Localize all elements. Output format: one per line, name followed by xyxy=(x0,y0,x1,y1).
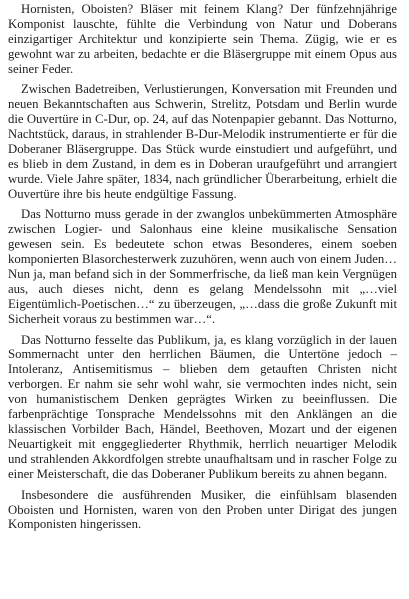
paragraph-4: Das Notturno fesselte das Publikum, ja, es klang vorzüglich in der lauen Sommernacht unter den herrlichen Bäumen, die Untertöne jedoch – Intoleranz, Antisemitismus – blieben dem getauften Christen nicht verborgen. Er nahm sie sehr wohl wahr, sie vermochten indes nicht, sein von humanistischem Denken geprägtes Wirken zu beeinflussen. Die farbenprächtige Tonsprache Mendelssohns mit den Anklängen an die klassischen Vorbilder Bach, Händel, Beethoven, Mozart und der eigenen Neuartigkeit mit enggegliederter Rhythmik, herrlich neuartiger Melodik und strahlenden Akkordfolgen strebte unaufhaltsam und in rascher Folge zu einer Meisterschaft, die das Doberaner Publikum bereits zu ahnen begann. xyxy=(8,332,397,482)
document-page xyxy=(8,2,397,538)
paragraph-1: Hornisten, Oboisten? Bläser mit feinem Klang? Der fünfzehnjährige Komponist lauschte, fühlte die Verbindung von Natur und Doberans einzigartiger Architektur und konzipierte sein Thema. Zügig, wie er es gewohnt war zu arbeiten, bedachte er die Bläsergruppe mit einem Opus aus seiner Feder. xyxy=(8,2,397,76)
paragraph-2: Zwischen Badetreiben, Verlustierungen, Konversation mit Freunden und neuen Bekanntschaften aus Schwerin, Strelitz, Potsdam und Berlin wurde die Ouvertüre in C-Dur, op. 24, auf das Notenpapier gebannt. Das Notturno, Nachtstück, daraus, in strahlender B-Dur-Melodik instrumentierte er für die Doberaner Bläsergruppe. Das Stück wurde einstudiert und aufgeführt, und es blieb in dem Zustand, in dem es in Doberan uraufgeführt und arrangiert wurde. Viele Jahre später, 1834, nach gründlicher Überarbeitung, erhielt die Ouvertüre ihre bis heute endgültige Fassung. xyxy=(8,82,397,201)
paragraph-3: Das Notturno muss gerade in der zwanglos unbekümmerten Atmosphäre zwischen Logier- und Salonhaus eine kleine musikalische Sensation gewesen sein. Es bedeutete schon etwas Besonderes, einem soeben komponierten Blasorchesterwerk zuzuhören, wenn auch von einem Juden… Nun ja, man befand sich in der Sommerfrische, da ließ man kein Vergnügen aus, auch dieses nicht, denn es gelang Mendelssohn mit „…viel Eigentümlich-Poetischen…“ zu überzeugen, „…dass die große Zukunft mit Sicherheit voraus zu bestimmen war…“. xyxy=(8,207,397,327)
paragraph-5: Insbesondere die ausführenden Musiker, die einfühlsam blasenden Oboisten und Hornisten, waren von den Proben unter Dirigat des jungen Komponisten hingerissen. xyxy=(8,487,397,532)
